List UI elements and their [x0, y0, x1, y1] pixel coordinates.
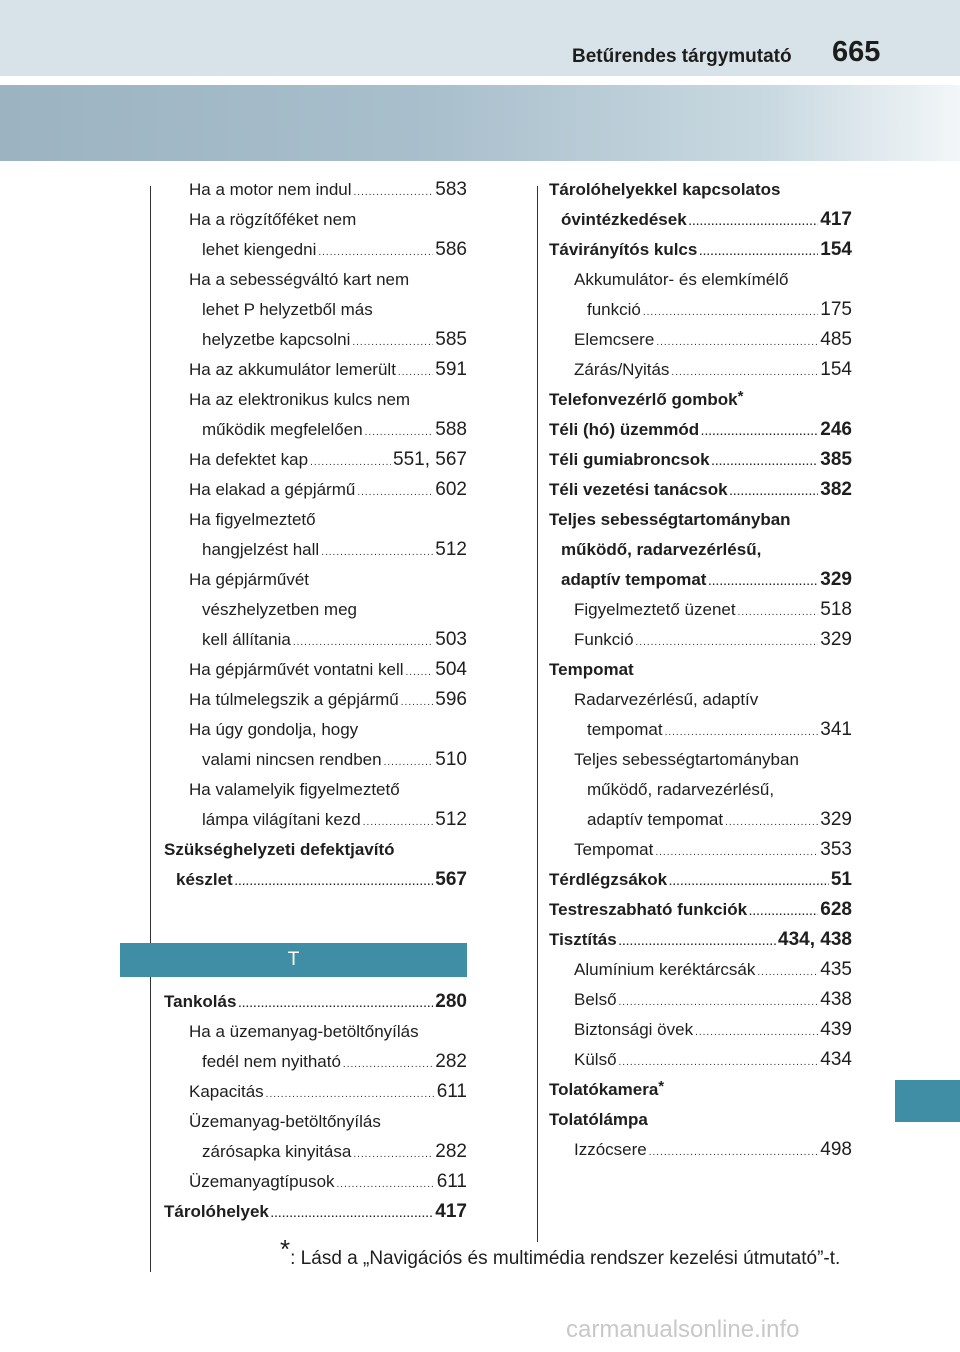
- entry-term: adaptív tempomat: [561, 570, 707, 589]
- index-left-column: [164, 175, 467, 1227]
- leader-dots: [352, 328, 433, 358]
- index-entry: [164, 805, 467, 835]
- entry-term: Ha gépjárművét: [189, 570, 310, 589]
- entry-term: Belső: [574, 990, 617, 1009]
- entry-term: zárósapka kinyitása: [202, 1142, 352, 1161]
- entry-term: működő, radarvezérlésű,: [587, 780, 775, 799]
- entry-term: Ha úgy gondolja, hogy: [189, 720, 359, 739]
- index-entry: [549, 985, 852, 1015]
- index-entry: [549, 1075, 852, 1105]
- entry-page-ref: 518: [820, 599, 852, 620]
- index-entry: [549, 955, 852, 985]
- entry-term: lehet P helyzetből más: [202, 300, 373, 319]
- entry-term: helyzetbe kapcsolni: [202, 330, 351, 349]
- index-entry: [549, 715, 852, 745]
- entry-term: Testreszabható funkciók: [549, 900, 748, 919]
- index-entry: [549, 175, 852, 205]
- leader-dots: [363, 808, 434, 838]
- entry-term: Izzócsere: [574, 1140, 647, 1159]
- leader-dots: [266, 1080, 435, 1110]
- index-entry: [549, 1015, 852, 1045]
- leader-dots: [321, 538, 433, 568]
- leader-dots: [238, 990, 433, 1020]
- right-column-rule: [537, 186, 538, 1242]
- entry-term: Ha a üzemanyag-betöltőnyílás: [189, 1022, 419, 1041]
- entry-page-ref: 329: [820, 629, 852, 650]
- entry-term: Téli gumiabroncsok: [549, 450, 710, 469]
- index-entry: [549, 535, 852, 565]
- entry-page-ref: 434, 438: [778, 929, 852, 950]
- leader-dots: [619, 1048, 819, 1078]
- entry-page-ref: 434: [820, 1049, 852, 1070]
- index-entry: [549, 235, 852, 265]
- index-entry: [549, 415, 852, 445]
- entry-page-ref: 282: [435, 1051, 467, 1072]
- section-gap: [164, 895, 467, 943]
- leader-dots: [353, 1140, 433, 1170]
- leader-dots: [701, 418, 818, 448]
- leader-dots: [712, 448, 819, 478]
- footnote-asterisk: *: [280, 1234, 291, 1264]
- index-entry: [549, 835, 852, 865]
- entry-term: Ha az elektronikus kulcs nem: [189, 390, 411, 409]
- header-bar: [0, 0, 960, 78]
- index-entry: [549, 1045, 852, 1075]
- entry-term: adaptív tempomat: [587, 810, 724, 829]
- entry-term: hangjelzést hall: [202, 540, 320, 559]
- entry-page-ref: 551, 567: [393, 449, 467, 470]
- entry-term: Térdlégzsákok: [549, 870, 668, 889]
- leader-dots: [401, 688, 434, 718]
- index-entry: [164, 1107, 467, 1137]
- entry-page-ref: 329: [820, 569, 852, 590]
- entry-page-ref: 504: [435, 659, 467, 680]
- footnote-marker: *: [658, 1078, 665, 1095]
- index-entry: [549, 1135, 852, 1165]
- index-entry: [549, 655, 852, 685]
- index-entry: [549, 925, 852, 955]
- entry-page-ref: 498: [820, 1139, 852, 1160]
- leader-dots: [337, 1170, 435, 1200]
- leader-dots: [235, 868, 434, 898]
- entry-term: Tolatólámpa: [549, 1110, 648, 1129]
- entry-page-ref: 329: [820, 809, 852, 830]
- entry-term: Üzemanyag-betöltőnyílás: [189, 1112, 381, 1131]
- index-entry: [164, 175, 467, 205]
- entry-term: lámpa világítani kezd: [202, 810, 361, 829]
- index-entry: [549, 595, 852, 625]
- index-entry: [164, 565, 467, 595]
- index-entry: [549, 745, 852, 775]
- entry-term: Távirányítós kulcs: [549, 240, 698, 259]
- entry-term: vészhelyzetben meg: [202, 600, 357, 619]
- index-entry: [164, 835, 467, 865]
- entry-page-ref: 382: [820, 479, 852, 500]
- entry-term: kell állítania: [202, 630, 291, 649]
- entry-page-ref: 485: [820, 329, 852, 350]
- entry-term: tempomat: [587, 720, 663, 739]
- header-divider: [0, 76, 960, 84]
- index-entry: [164, 1017, 467, 1047]
- leader-dots: [293, 628, 433, 658]
- entry-term: lehet kiengedni: [202, 240, 317, 259]
- index-entry: [164, 415, 467, 445]
- index-entry: [164, 1047, 467, 1077]
- entry-term: Ha a motor nem indul: [189, 180, 352, 199]
- leader-dots: [643, 298, 818, 328]
- entry-term: Szükséghelyzeti defektjavító: [164, 840, 395, 859]
- page-number: 665: [832, 36, 881, 68]
- index-entry: [164, 745, 467, 775]
- entry-page-ref: 246: [820, 419, 852, 440]
- footnote-text: : Lásd a „Navigációs és multimédia rendszer kezelési útmutató”-t.: [290, 1248, 841, 1269]
- index-entry: [164, 535, 467, 565]
- entry-term: Tolatókamera: [549, 1080, 659, 1099]
- entry-term: Ha valamelyik figyelmeztető: [189, 780, 400, 799]
- section-letter-header: T: [120, 943, 467, 977]
- index-entry: [164, 295, 467, 325]
- leader-dots: [619, 928, 776, 958]
- index-entry: [549, 1105, 852, 1135]
- entry-term: Ha a sebességváltó kart nem: [189, 270, 410, 289]
- entry-term: Figyelmeztető üzenet: [574, 600, 736, 619]
- leader-dots: [343, 1050, 433, 1080]
- index-entry: [164, 987, 467, 1017]
- footnote-marker: *: [737, 388, 744, 405]
- index-entry: [164, 475, 467, 505]
- entry-page-ref: 417: [435, 1201, 467, 1222]
- entry-page-ref: 628: [820, 899, 852, 920]
- entry-term: Ha túlmelegszik a gépjármű: [189, 690, 399, 709]
- leader-dots: [656, 328, 818, 358]
- entry-term: Ha az akkumulátor lemerült: [189, 360, 396, 379]
- entry-term: fedél nem nyitható: [202, 1052, 341, 1071]
- entry-term: Funkció: [574, 630, 634, 649]
- index-entry: [164, 685, 467, 715]
- leader-dots: [749, 898, 818, 928]
- index-entry: [549, 385, 852, 415]
- entry-term: valami nincsen rendben: [202, 750, 382, 769]
- entry-term: funkció: [587, 300, 641, 319]
- index-entry: [549, 355, 852, 385]
- index-list-t: [164, 987, 467, 1227]
- entry-page-ref: 591: [435, 359, 467, 380]
- index-entry: [164, 325, 467, 355]
- leader-dots: [655, 838, 818, 868]
- index-entry: [549, 445, 852, 475]
- leader-dots: [725, 808, 818, 838]
- entry-term: Akkumulátor- és elemkímélő: [574, 270, 789, 289]
- leader-dots: [699, 238, 818, 268]
- entry-term: Ha a rögzítőféket nem: [189, 210, 357, 229]
- entry-page-ref: 586: [435, 239, 467, 260]
- entry-page-ref: 154: [820, 239, 852, 260]
- index-entry: [164, 1077, 467, 1107]
- footnote: [280, 1234, 841, 1271]
- index-entry: [549, 565, 852, 595]
- index-entry: [164, 715, 467, 745]
- index-entry: [164, 1167, 467, 1197]
- leader-dots: [619, 988, 819, 1018]
- entry-page-ref: 51: [830, 869, 852, 890]
- index-entry: [549, 205, 852, 235]
- header-banner: [0, 85, 960, 161]
- watermark: carmanualsonline.info: [566, 1316, 800, 1343]
- leader-dots: [671, 358, 818, 388]
- leader-dots: [384, 748, 434, 778]
- entry-page-ref: 602: [435, 479, 467, 500]
- entry-term: Téli vezetési tanácsok: [549, 480, 728, 499]
- entry-term: Tárolóhelyekkel kapcsolatos: [549, 180, 781, 199]
- entry-page-ref: 588: [435, 419, 467, 440]
- index-entry: [164, 355, 467, 385]
- entry-term: Ha defektet kap: [189, 450, 309, 469]
- entry-page-ref: 585: [435, 329, 467, 350]
- entry-term: Zárás/Nyitás: [574, 360, 670, 379]
- entry-page-ref: 417: [820, 209, 852, 230]
- entry-term: Biztonsági övek: [574, 1020, 694, 1039]
- entry-page-ref: 596: [435, 689, 467, 710]
- index-entry: [164, 775, 467, 805]
- entry-page-ref: 154: [820, 359, 852, 380]
- leader-dots: [271, 1200, 433, 1230]
- entry-term: Téli (hó) üzemmód: [549, 420, 700, 439]
- entry-term: Külső: [574, 1050, 617, 1069]
- leader-dots: [354, 178, 434, 208]
- index-entry: [164, 595, 467, 625]
- index-entry: [164, 205, 467, 235]
- index-entry: [164, 625, 467, 655]
- leader-dots: [689, 208, 819, 238]
- leader-dots: [406, 658, 434, 688]
- entry-term: működik megfelelően: [202, 420, 363, 439]
- running-title: Betűrendes tárgymutató: [572, 46, 792, 67]
- index-entry: [164, 1137, 467, 1167]
- entry-term: Tempomat: [574, 840, 654, 859]
- index-entry: [549, 295, 852, 325]
- index-entry: [164, 655, 467, 685]
- index-entry: [549, 895, 852, 925]
- entry-term: Ha gépjárművét vontatni kell: [189, 660, 404, 679]
- index-entry: [549, 775, 852, 805]
- leader-dots: [357, 478, 433, 508]
- entry-term: Tisztítás: [549, 930, 617, 949]
- leader-dots: [730, 478, 819, 508]
- entry-term: Tempomat: [549, 660, 634, 679]
- index-entry: [164, 505, 467, 535]
- chapter-thumb-tab: [895, 1080, 960, 1122]
- entry-page-ref: 611: [436, 1171, 467, 1192]
- entry-term: Telefonvezérlő gombok: [549, 390, 738, 409]
- entry-term: Alumínium keréktárcsák: [574, 960, 756, 979]
- index-right-column: [549, 175, 852, 1165]
- index-entry: [164, 265, 467, 295]
- index-entry: [549, 625, 852, 655]
- leader-dots: [738, 598, 819, 628]
- entry-term: Tárolóhelyek: [164, 1202, 269, 1221]
- leader-dots: [398, 358, 433, 388]
- entry-term: Tankolás: [164, 992, 237, 1011]
- entry-page-ref: 567: [435, 869, 467, 890]
- entry-page-ref: 510: [435, 749, 467, 770]
- index-entry: [164, 1197, 467, 1227]
- leader-dots: [757, 958, 818, 988]
- entry-page-ref: 503: [435, 629, 467, 650]
- index-entry: [549, 805, 852, 835]
- entry-page-ref: 512: [435, 809, 467, 830]
- entry-term: Radarvezérlésű, adaptív: [574, 690, 759, 709]
- leader-dots: [318, 238, 433, 268]
- leader-dots: [310, 448, 391, 478]
- entry-page-ref: 438: [820, 989, 852, 1010]
- entry-page-ref: 435: [820, 959, 852, 980]
- entry-page-ref: 280: [435, 991, 467, 1012]
- index-entry: [549, 865, 852, 895]
- entry-term: működő, radarvezérlésű,: [561, 540, 762, 559]
- left-column-rule: [150, 186, 151, 1272]
- entry-page-ref: 611: [436, 1081, 467, 1102]
- entry-page-ref: 439: [820, 1019, 852, 1040]
- entry-term: Ha figyelmeztető: [189, 510, 316, 529]
- leader-dots: [365, 418, 434, 448]
- index-list-t-continued: [549, 175, 852, 1165]
- entry-page-ref: 282: [435, 1141, 467, 1162]
- entry-page-ref: 353: [820, 839, 852, 860]
- entry-term: Teljes sebességtartományban: [549, 510, 791, 529]
- index-entry: [164, 235, 467, 265]
- entry-term: Kapacitás: [189, 1082, 264, 1101]
- index-entry: [164, 445, 467, 475]
- index-entry: [164, 385, 467, 415]
- entry-term: Elemcsere: [574, 330, 655, 349]
- index-entry: [549, 475, 852, 505]
- entry-page-ref: 385: [820, 449, 852, 470]
- index-entry: [164, 865, 467, 895]
- entry-page-ref: 512: [435, 539, 467, 560]
- leader-dots: [708, 568, 818, 598]
- entry-page-ref: 583: [435, 179, 467, 200]
- leader-dots: [636, 628, 819, 658]
- entry-page-ref: 341: [820, 719, 852, 740]
- entry-term: Üzemanyagtípusok: [189, 1172, 335, 1191]
- index-entry: [549, 265, 852, 295]
- leader-dots: [649, 1138, 819, 1168]
- entry-term: készlet: [176, 870, 233, 889]
- entry-term: Ha elakad a gépjármű: [189, 480, 356, 499]
- entry-term: Teljes sebességtartományban: [574, 750, 799, 769]
- leader-dots: [669, 868, 829, 898]
- index-entry: [549, 325, 852, 355]
- index-entry: [549, 685, 852, 715]
- index-entry: [549, 505, 852, 535]
- entry-page-ref: 175: [820, 299, 852, 320]
- leader-dots: [665, 718, 819, 748]
- index-list-s: [164, 175, 467, 895]
- leader-dots: [695, 1018, 818, 1048]
- entry-term: óvintézkedések: [561, 210, 687, 229]
